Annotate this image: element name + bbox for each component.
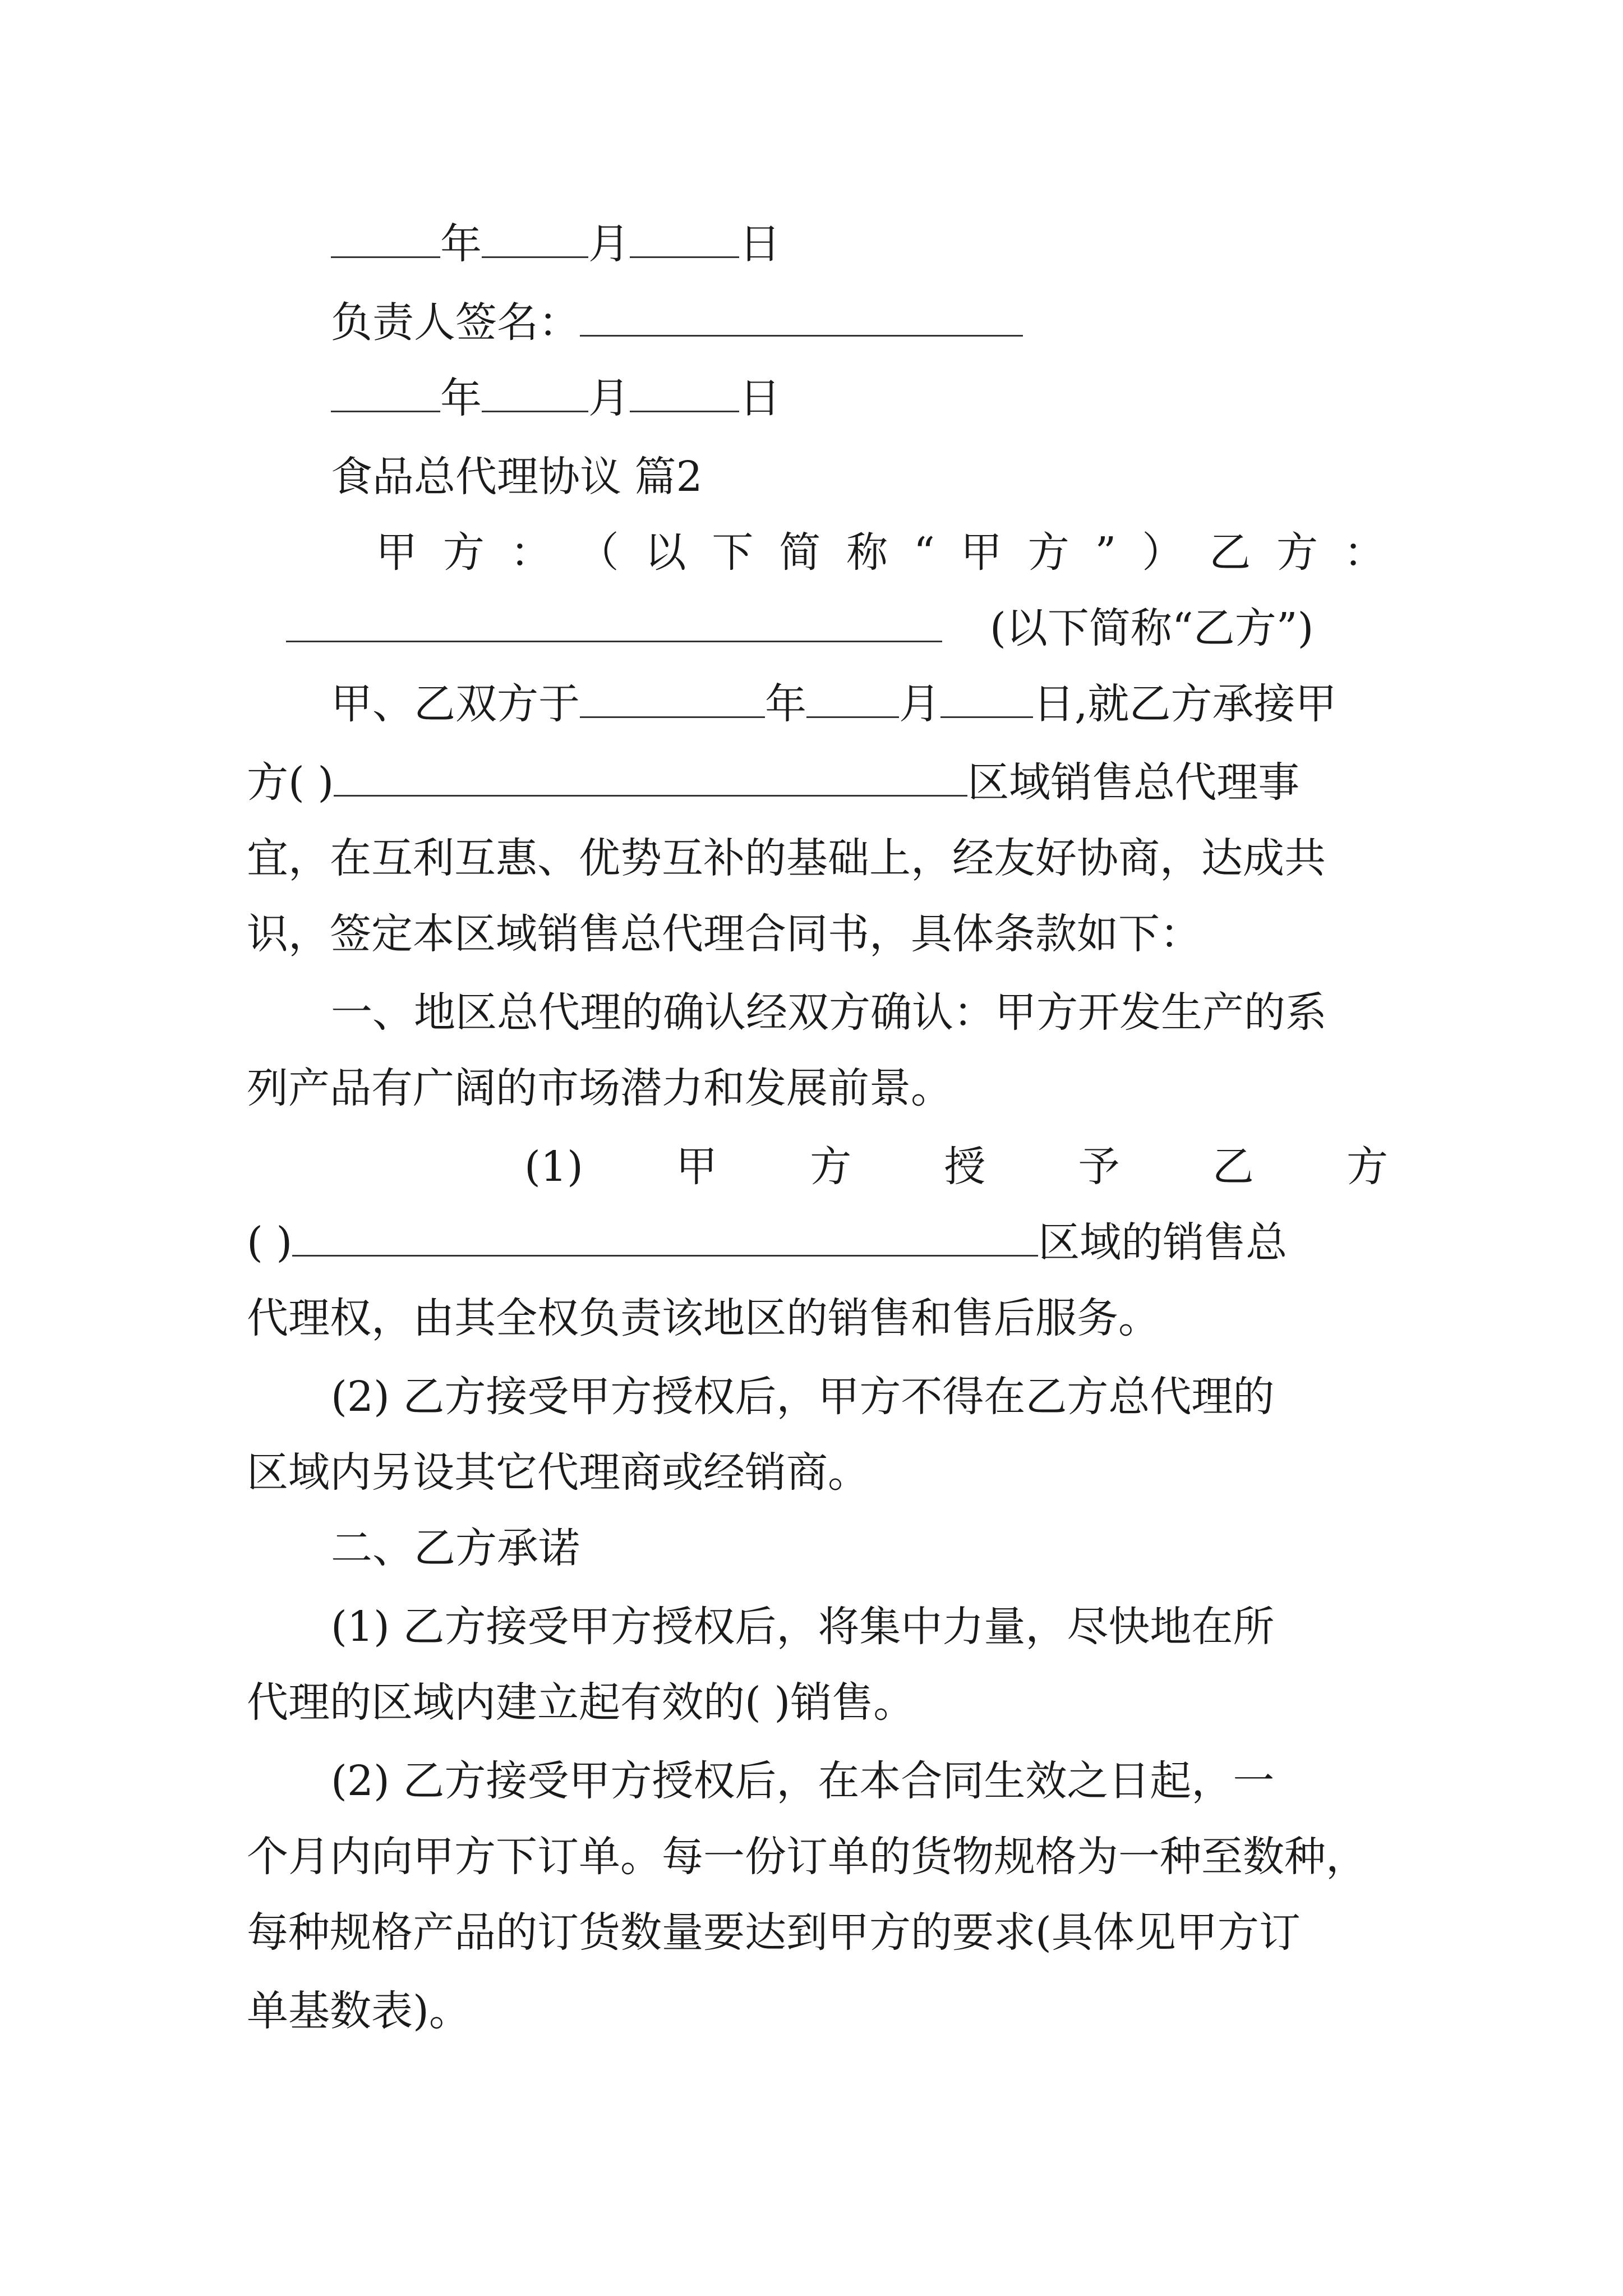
sign-date-line-1 xyxy=(331,219,781,269)
party-char: 下 xyxy=(712,528,754,577)
year-label: 年 xyxy=(440,374,482,422)
party-char: 乙 xyxy=(1209,528,1251,577)
party-char: “ xyxy=(914,528,935,577)
party-char: ： xyxy=(1343,528,1385,577)
intro-line-2 xyxy=(247,757,1299,808)
month-blank xyxy=(482,222,588,258)
clause2-2-line-1: (2) 乙方接受甲方授权后，在本合同生效之日起，一 xyxy=(331,1757,1275,1805)
clause1-1-line-3: 代理权，由其全权负责该地区的销售和售后服务。 xyxy=(247,1294,1160,1342)
clause-char: 授 xyxy=(944,1143,986,1191)
day-blank xyxy=(940,682,1033,718)
party-char: 称 xyxy=(846,528,888,577)
clause1-line-1: 一、地区总代理的确认经双方确认：甲方开发生产的系 xyxy=(331,988,1327,1037)
section-title: 食品总代理协议 篇2 xyxy=(331,453,703,501)
intro-text: 方( ) xyxy=(247,758,334,807)
intro-text: 日,就乙方承接甲 xyxy=(1033,680,1337,728)
party-char: ” xyxy=(1095,528,1117,577)
year-blank xyxy=(331,222,440,258)
clause-char: 方 xyxy=(810,1143,852,1191)
clause-char: (1) xyxy=(524,1143,583,1191)
intro-text: 甲、乙双方于 xyxy=(331,680,580,728)
intro-text: 月 xyxy=(899,680,940,728)
clause2-1-line-2: 代理的区域内建立起有效的( )销售。 xyxy=(247,1678,915,1727)
clause2-title: 二、乙方承诺 xyxy=(331,1524,580,1572)
party-char: 方 xyxy=(442,528,485,577)
clause1-2-line-2: 区域内另设其它代理商或经销商。 xyxy=(247,1448,869,1497)
intro-text: 区域销售总代理事 xyxy=(967,758,1300,807)
day-label: 日 xyxy=(739,220,781,268)
clause2-2-line-4: 单基数表)。 xyxy=(247,1987,471,2035)
day-label: 日 xyxy=(739,374,781,422)
clause-text: 区域的销售总 xyxy=(1038,1218,1288,1267)
month-blank xyxy=(806,682,899,718)
party-b-line xyxy=(286,603,942,654)
sign-date-line-2 xyxy=(331,373,781,424)
year-blank xyxy=(331,376,440,412)
party-char: 以 xyxy=(644,528,686,577)
intro-line-4: 识，签定本区域销售总代理合同书，具体条款如下： xyxy=(247,910,1201,958)
party-char: 方 xyxy=(1276,528,1318,577)
clause-char: 方 xyxy=(1346,1143,1388,1191)
party-char: 简 xyxy=(779,528,821,577)
signer-label: 负责人签名： xyxy=(331,298,580,347)
party-line xyxy=(376,527,1385,578)
month-label: 月 xyxy=(588,220,630,268)
day-blank xyxy=(630,222,739,258)
party-char: 甲 xyxy=(376,528,417,577)
region-blank xyxy=(292,1220,1038,1257)
clause-char: 乙 xyxy=(1212,1143,1254,1191)
intro-line-3: 宜，在互利互惠、优势互补的基础上，经友好协商，达成共 xyxy=(247,834,1326,882)
clause2-2-line-2: 个月内向甲方下订单。每一份订单的货物规格为一种至数种， xyxy=(247,1833,1367,1881)
signature-blank xyxy=(580,300,1023,337)
party-b-abbr: (以下简称“乙方”) xyxy=(990,604,1314,652)
region-blank xyxy=(334,760,967,797)
party-char: ） xyxy=(1142,528,1184,577)
party-char: 甲 xyxy=(960,528,1002,577)
year-label: 年 xyxy=(440,220,482,268)
intro-line-1 xyxy=(331,679,1337,729)
clause2-1-line-1: (1) 乙方接受甲方授权后，将集中力量，尽快地在所 xyxy=(331,1603,1275,1651)
party-b-blank xyxy=(286,606,942,642)
clause-char: 予 xyxy=(1078,1143,1120,1191)
clause1-2-line-1: (2) 乙方接受甲方授权后，甲方不得在乙方总代理的 xyxy=(331,1373,1275,1421)
clause1-1-line-1 xyxy=(524,1142,1388,1192)
month-blank xyxy=(482,376,588,412)
clause-char: 甲 xyxy=(676,1143,718,1191)
clause2-2-line-3: 每种规格产品的订货数量要达到甲方的要求(具体见甲方订 xyxy=(247,1908,1301,1957)
party-char: （ xyxy=(577,528,619,577)
intro-text: 年 xyxy=(765,680,806,728)
party-char: 方 xyxy=(1027,528,1069,577)
clause-text: ( ) xyxy=(247,1218,293,1267)
party-char: ： xyxy=(510,528,552,577)
signer-line xyxy=(331,297,1023,348)
year-blank xyxy=(580,682,765,718)
clause1-1-line-2 xyxy=(247,1217,1287,1268)
clause1-line-2: 列产品有广阔的市场潜力和发展前景。 xyxy=(247,1064,952,1112)
month-label: 月 xyxy=(588,374,630,422)
day-blank xyxy=(630,376,739,412)
